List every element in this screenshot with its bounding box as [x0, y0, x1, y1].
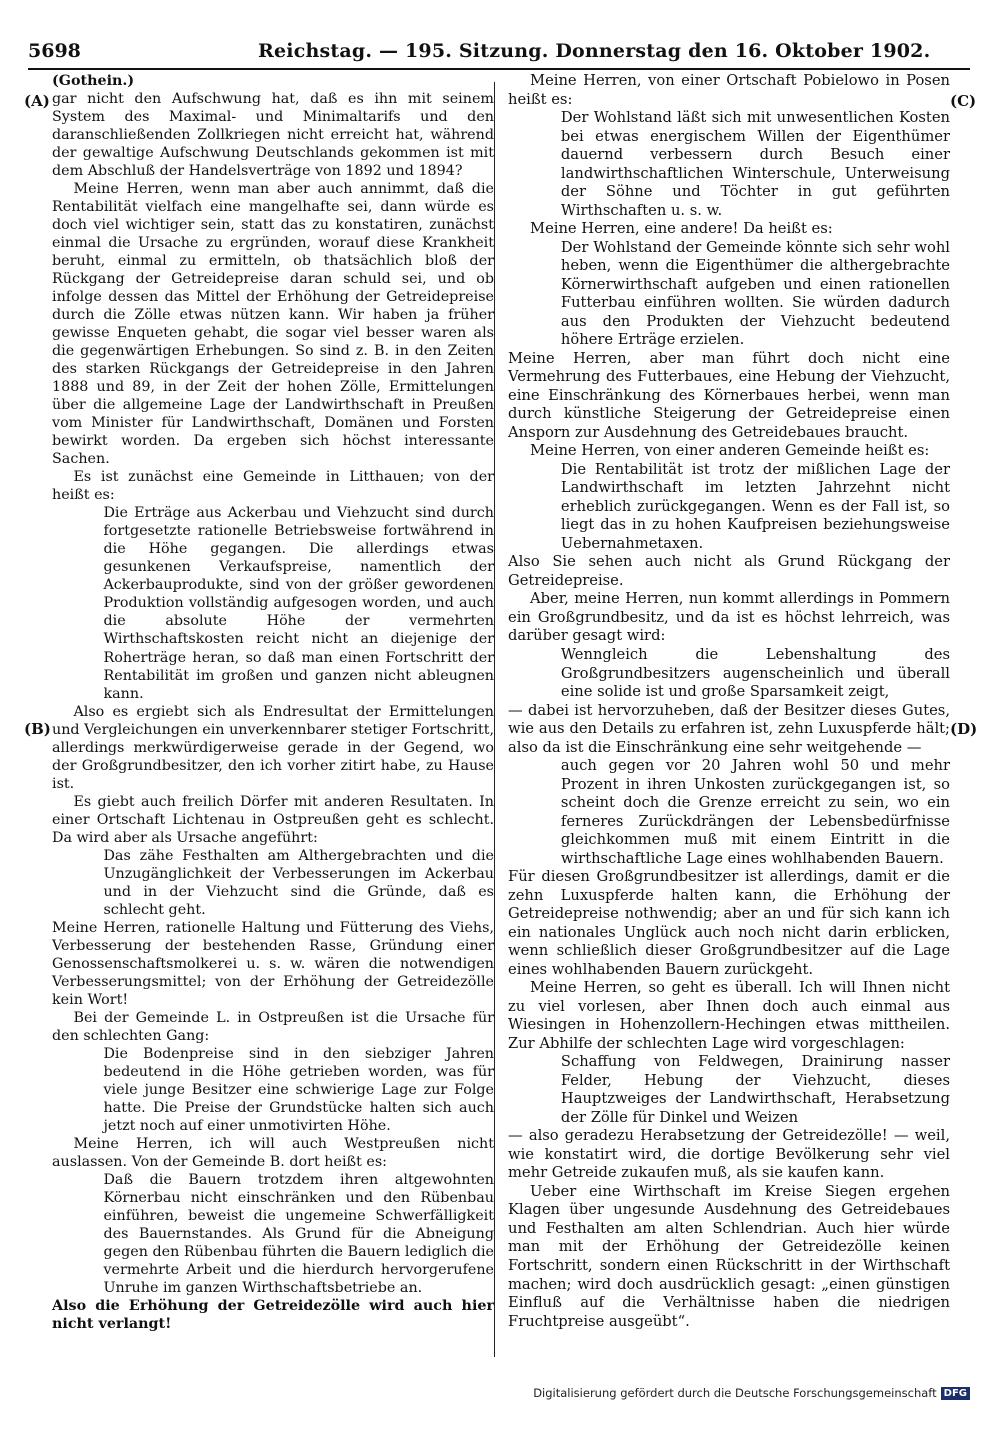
running-title: Reichstag. — 195. Sitzung. Donnerstag den 16. Oktober 1902. [258, 40, 931, 62]
margin-marker-c: (C) [950, 92, 977, 110]
paragraph: gar nicht den Aufschwung hat, daß es ihn mit seinem System des Maximal- und Minimaltarifs und den daranschließenden Zollkriegen nicht erreicht hat, während der gewaltige Aufschwung Deutschlands gekommen ist mit dem Abschluß der Handelsverträge von 1892 und 1894? [52, 91, 494, 180]
paragraph: Meine Herren, aber man führt doch nicht eine Vermehrung des Futterbaues, eine Hebung der Viehzucht, eine Einschränkung des Körnerbaues herbei, wenn man durch künstliche Steigerung der Getreidepreise einen Ansporn zur Ausdehnung des Getreidebaues braucht. [508, 349, 950, 441]
right-column [508, 72, 950, 1331]
paragraph: Also die Erhöhung der Getreidezölle wird auch hier nicht verlangt! [52, 1298, 494, 1333]
paragraph: Meine Herren, wenn man aber auch annimmt, daß die Rentabilität vielfach eine mangelhafte sei, dann würde es doch viel wichtiger sein, statt das zu konstatiren, zunächst einmal die Ursache zu ergründen, worauf diese Krankheit beruht, einmal zu ermitteln, ob thatsächlich bloß der Rückgang der Getreidepreise daran schuld sei, und ob infolge dessen das Mittel der Erhöhung der Getreidepreise durch die Zölle etwas nützen kann. Wir haben ja früher gewisse Enqueten gehabt, die sogar viel besser waren als die gegenwärtigen Erhebungen. So sind z. B. in den Zeiten des starken Rückgangs der Getreidepreise in den Jahren 1888 und 89, in der Zeit der hohen Zölle, Ermittelungen über die allgemeine Lage der Landwirthschaft in Preußen vom Minister für Landwirthschaft, Domänen und Forsten bewirkt worden. Da ergeben sich höchst interessante Sachen. [52, 181, 494, 468]
page-header [28, 38, 970, 70]
paragraph: Ueber eine Wirthschaft im Kreise Siegen ergehen Klagen über ungesunde Ausdehnung des Getreidebaues und Festhalten am alten Schlendrian. Auch hier würde man mit der Erhöhung der Getreidezölle keinen Fortschritt, sondern einen Rückschritt in der Wirthschaft machen; wird doch ausdrücklich gesagt: „einen günstigen Einfluß auf die Verhältnisse haben die niedrigen Fruchtpreise ausgeübt“. [508, 1182, 950, 1330]
left-column [52, 72, 494, 1333]
paragraph: Meine Herren, von einer anderen Gemeinde heißt es: [530, 442, 930, 460]
page-number: 5698 [28, 40, 81, 62]
paragraph: Meine Herren, eine andere! Da heißt es: [530, 220, 833, 238]
column-divider [494, 82, 495, 1357]
margin-marker-b: (B) [24, 720, 51, 738]
footer-credit-text: Digitalisierung gefördert durch die Deutsche Forschungsgemeinschaft [533, 1386, 937, 1400]
quoted-passage: Wenngleich die Lebenshaltung des Großgrundbesitzers augenscheinlich und überall eine solide ist und große Sparsamkeit zeigt, [560, 645, 950, 701]
paragraph: Es ist zunächst eine Gemeinde in Litthauen; von der heißt es: [52, 469, 494, 504]
footer-credit [533, 1386, 970, 1400]
paragraph: Meine Herren, ich will auch Westpreußen nicht auslassen. Von der Gemeinde B. dort heißt es: [52, 1135, 494, 1170]
paragraph: — also geradezu Herabsetzung der Getreidezölle! — weil, wie konstatirt wird, die dortige Bevölkerung sehr viel mehr Getreide zukaufen muß, als sie kaufen kann. [508, 1127, 950, 1182]
quoted-passage: Der Wohlstand der Gemeinde könnte sich sehr wohl heben, wenn die Eigenthümer die althergebrachte Körnerwirthschaft aufgeben und einen rationellen Futterbau einführen wollten. Sie würden dadurch aus den Produkten der Viehzucht bedeutend höhere Erträge erzielen. [560, 238, 950, 349]
paragraph: Also Sie sehen auch nicht als Grund Rückgang der Getreidepreise. [508, 553, 950, 589]
quoted-passage: Der Wohlstand läßt sich mit unwesentlichen Kosten bei etwas energischem Willen der Eigenthümer dauernd verbessern durch Besuch einer landwirthschaftlichen Winterschule, Unterweisung der Söhne und Töchter in gut geführten Wirthschaften u. s. w. [560, 109, 950, 219]
paragraph: Aber, meine Herren, nun kommt allerdings in Pommern ein Großgrundbesitz, und da ist es höchst lehrreich, was darüber gesagt wird: [508, 590, 950, 645]
quoted-passage: Die Erträge aus Ackerbau und Viehzucht sind durch fortgesetzte rationelle Betriebsweise fortwährend in die Höhe gegangen. Die allerdings etwas gesunkenen Verkaufspreise, namentlich der Ackerbauprodukte, sind von der größer gewordenen Produktion vollständig aufgesogen worden, und auch die absolute Höhe der vermehrten Wirthschaftskosten reicht nicht an diejenige der Roherträge heran, so daß man einen Fortschritt der Rentabilität im großen und ganzen nicht ableugnen kann. [103, 505, 494, 702]
quoted-passage: auch gegen vor 20 Jahren wohl 50 und mehr Prozent in ihren Unkosten zurückgegangen ist, so scheint doch die Grenze erreicht zu sein, wo ein ferneres Zurückdrängen der Lebensbedürfnisse gleichkommen muß mit einem Eintritt in die wirthschaftliche Lage eines wohlhabenden Bauern. [560, 757, 950, 867]
quoted-passage: Daß die Bauern trotzdem ihren altgewohnten Körnerbau nicht einschränken und den Rübenbau einführen, beweist die ungemeine Schwerfälligkeit des Bauernstandes. Als Grund für die Abneigung gegen den Rübenbau führten die Bauern lediglich die vermehrte Arbeit und die hierdurch hervorgerufene Unruhe im ganzen Wirthschaftsbetriebe an. [103, 1171, 494, 1297]
paragraph: — dabei ist hervorzuheben, daß der Besitzer dieses Gutes, wie aus den Details zu erfahren ist, zehn Luxuspferde hält; also da ist die Einschränkung eine sehr weitgehende — [508, 701, 950, 756]
paragraph: Also es ergiebt sich als Endresultat der Ermittelungen und Vergleichungen ein unverkennbarer stetiger Fortschritt, allerdings merkwürdigerweise gerade in der Gegend, wo der Großgrundbesitzer, den ich vorher zitirt habe, zu Hause ist. [52, 703, 494, 792]
speaker-name: (Gothein.) [52, 73, 135, 89]
paragraph: Für diesen Großgrundbesitzer ist allerdings, damit er die zehn Luxuspferde halten kann, die Erhöhung der Getreidepreise nothwendig; aber an und für sich kann ich ein nationales Unglück auch noch nicht darin erblicken, wenn schließlich dieser Großgrundbesitzer auf die Lage eines wohlhabenden Bauern zurückgeht. [508, 868, 950, 978]
right-column-body [508, 72, 950, 1331]
paragraph: Meine Herren, von einer Ortschaft Pobielowo in Posen heißt es: [508, 72, 950, 108]
margin-marker-a: (A) [24, 92, 50, 110]
margin-marker-d: (D) [950, 720, 978, 738]
paragraph: Bei der Gemeinde L. in Ostpreußen ist die Ursache für den schlechten Gang: [52, 1009, 494, 1044]
quoted-passage: Schaffung von Feldwegen, Drainirung nasser Felder, Hebung der Viehzucht, dieses Hauptzweiges der Landwirthschaft, Herabsetzung der Zölle für Dinkel und Weizen [560, 1053, 950, 1126]
paragraph: Es giebt auch freilich Dörfer mit anderen Resultaten. In einer Ortschaft Lichtenau in Ostpreußen geht es schlecht. Da wird aber als Ursache angeführt: [52, 793, 494, 846]
paragraph: Meine Herren, so geht es überall. Ich will Ihnen nicht zu viel vorlesen, aber Ihnen doch auch einmal aus Wiesingen in Hohenzollern-Hechingen etwas mittheilen. Zur Abhilfe der schlechten Lage wird vorgeschlagen: [508, 979, 950, 1052]
quoted-passage: Das zähe Festhalten am Althergebrachten und die Unzugänglichkeit der Verbesserungen im Ackerbau und in der Viehzucht sind die Gründe, daß es schlecht geht. [103, 847, 494, 918]
quoted-passage: Die Rentabilität ist trotz der mißlichen Lage der Landwirthschaft im letzten Jahrzehnt nicht erheblich zurückgegangen. Wenn es der Fall ist, so liegt das in zu hohen Kaufpreisen beziehungsweise Uebernahmetaxen. [560, 460, 950, 552]
paragraph: Meine Herren, rationelle Haltung und Fütterung des Viehs, Verbesserung der bestehenden Rasse, Gründung einer Genossenschaftsmolkerei u. s. w. wären die notwendigen Verbesserungsmittel; von der Erhöhung der Getreidezölle kein Wort! [52, 919, 494, 1008]
dfg-logo: DFG [941, 1387, 970, 1400]
left-column-body [52, 90, 494, 1333]
quoted-passage: Die Bodenpreise sind in den siebziger Jahren bedeutend in die Höhe getrieben worden, was für viele junge Besitzer eine schwierige Lage zur Folge hatte. Die Preise der Grundstücke halten sich auch jetzt noch auf einer unmotivirten Höhe. [103, 1045, 494, 1134]
